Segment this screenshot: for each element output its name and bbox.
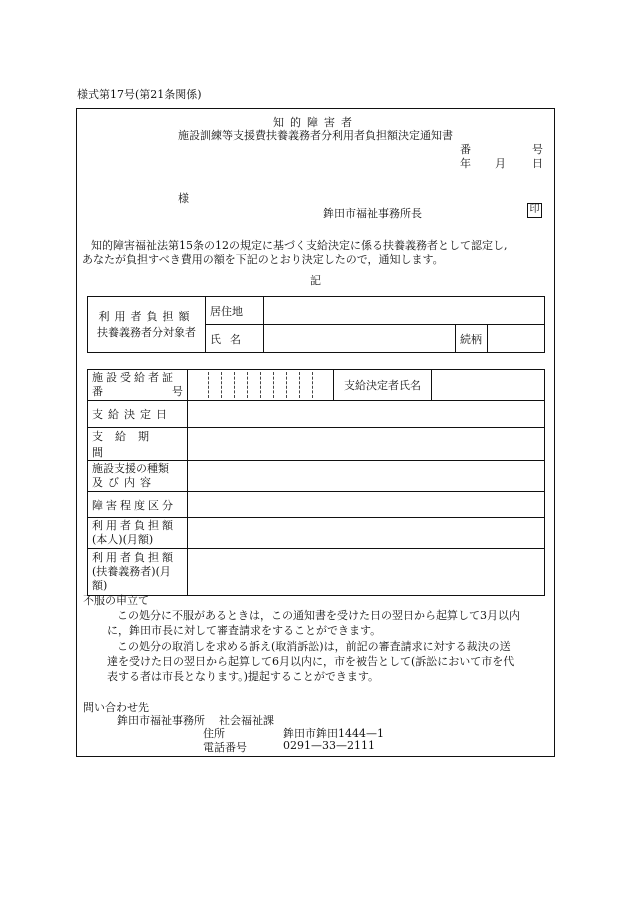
cert-number-digit-cells (196, 372, 325, 398)
notice-frame (76, 108, 555, 757)
disability-label: 障害程度区分 (88, 492, 188, 518)
burden-guardian-value[interactable] (188, 549, 545, 596)
relation-label: 続柄 (456, 325, 488, 353)
disability-value[interactable] (188, 492, 545, 518)
number-suffix: 号 (532, 143, 543, 156)
decision-date-label: 支給決定日 (88, 401, 188, 428)
subject-group-label-1: 利用者負担額 (98, 309, 195, 323)
detail-table (87, 369, 545, 596)
burden-guardian-label-1: 利用者負担額 (92, 551, 176, 564)
period-label: 支給期間 (88, 428, 188, 461)
seal-icon: 印 (527, 203, 542, 218)
burden-self-label (88, 518, 188, 549)
inquiry-heading: 問い合わせ先 (83, 701, 149, 714)
name-label: 氏名 (206, 325, 264, 353)
inquiry-office: 鉾田市福祉事務所 (117, 714, 205, 727)
addressee-suffix: 様 (178, 192, 189, 205)
support-type-value[interactable] (188, 461, 545, 492)
year-label: 年 (460, 157, 471, 170)
burden-self-value[interactable] (188, 518, 545, 549)
burden-guardian-label (88, 549, 188, 596)
inquiry-tel-label: 電話番号 (203, 741, 247, 754)
body-line-1: 知的障害福祉法第15条の12の規定に基づく支給決定に係る扶養義務者として認定し, (91, 239, 508, 252)
address-label: 居住地 (206, 297, 264, 325)
support-type-label-2: 及び内容 (92, 476, 156, 489)
period-value[interactable] (188, 428, 545, 461)
form-number: 様式第17号(第21条関係) (77, 88, 202, 101)
cert-label-1: 施設受給者証 (92, 371, 176, 384)
appeal-line-5: 表する者は市長となります。)提起することができます。 (107, 670, 380, 683)
appeal-heading: 不服の申立て (83, 594, 149, 607)
issuer: 鉾田市福祉事務所長 (323, 207, 422, 220)
address-value[interactable] (264, 297, 545, 325)
title-line-1: 知的障害者 (273, 116, 358, 129)
cert-label (88, 370, 188, 401)
support-type-label (88, 461, 188, 492)
title-line-2: 施設訓練等支援費扶養義務者分利用者負担額決定通知書 (178, 129, 453, 142)
cert-label-2: 番 号 (92, 385, 183, 398)
appeal-line-4: 達を受けた日の翌日から起算して6月以内に，市を被告として(訴訟において市を代 (107, 655, 515, 668)
appeal-line-3: この処分の取消しを求める訴え(取消訴訟)は，前記の審査請求に対する裁決の送 (117, 640, 511, 653)
appeal-line-1: この処分に不服があるときは，この通知書を受けた日の翌日から起算して3月以内 (117, 609, 520, 622)
day-label: 日 (532, 157, 543, 170)
support-type-label-1: 施設支援の種類 (92, 462, 169, 475)
subject-table (87, 296, 545, 353)
inquiry-address-value: 鉾田市鉾田1444—1 (283, 727, 384, 740)
number-label: 番 (460, 143, 471, 156)
burden-guardian-label-2: (扶養義務者)(月 (92, 565, 171, 578)
burden-guardian-label-3: 額) (92, 579, 108, 592)
burden-self-label-1: 利用者負担額 (92, 519, 176, 532)
appeal-line-2: に，鉾田市長に対して審査請求をすることができます。 (107, 624, 382, 637)
cert-number-boxes[interactable] (188, 370, 334, 401)
name-value[interactable] (264, 325, 456, 353)
subject-group-label-2: 扶養義務者分対象者 (97, 325, 196, 339)
ki-marker: 記 (310, 274, 321, 287)
decision-date-value[interactable] (188, 401, 545, 428)
month-label: 月 (495, 157, 506, 170)
recipient-label: 支給決定者氏名 (334, 370, 432, 401)
recipient-value[interactable] (432, 370, 545, 401)
inquiry-tel-value: 0291—33—2111 (283, 739, 375, 752)
body-line-2: あなたが負担すべき費用の額を下記のとおり決定したので，通知します。 (82, 253, 444, 266)
inquiry-address-label: 住所 (203, 727, 225, 740)
burden-self-label-2: (本人)(月額) (92, 533, 154, 546)
relation-value[interactable] (488, 325, 545, 353)
subject-group-label (88, 297, 206, 353)
inquiry-section: 社会福祉課 (219, 714, 274, 727)
